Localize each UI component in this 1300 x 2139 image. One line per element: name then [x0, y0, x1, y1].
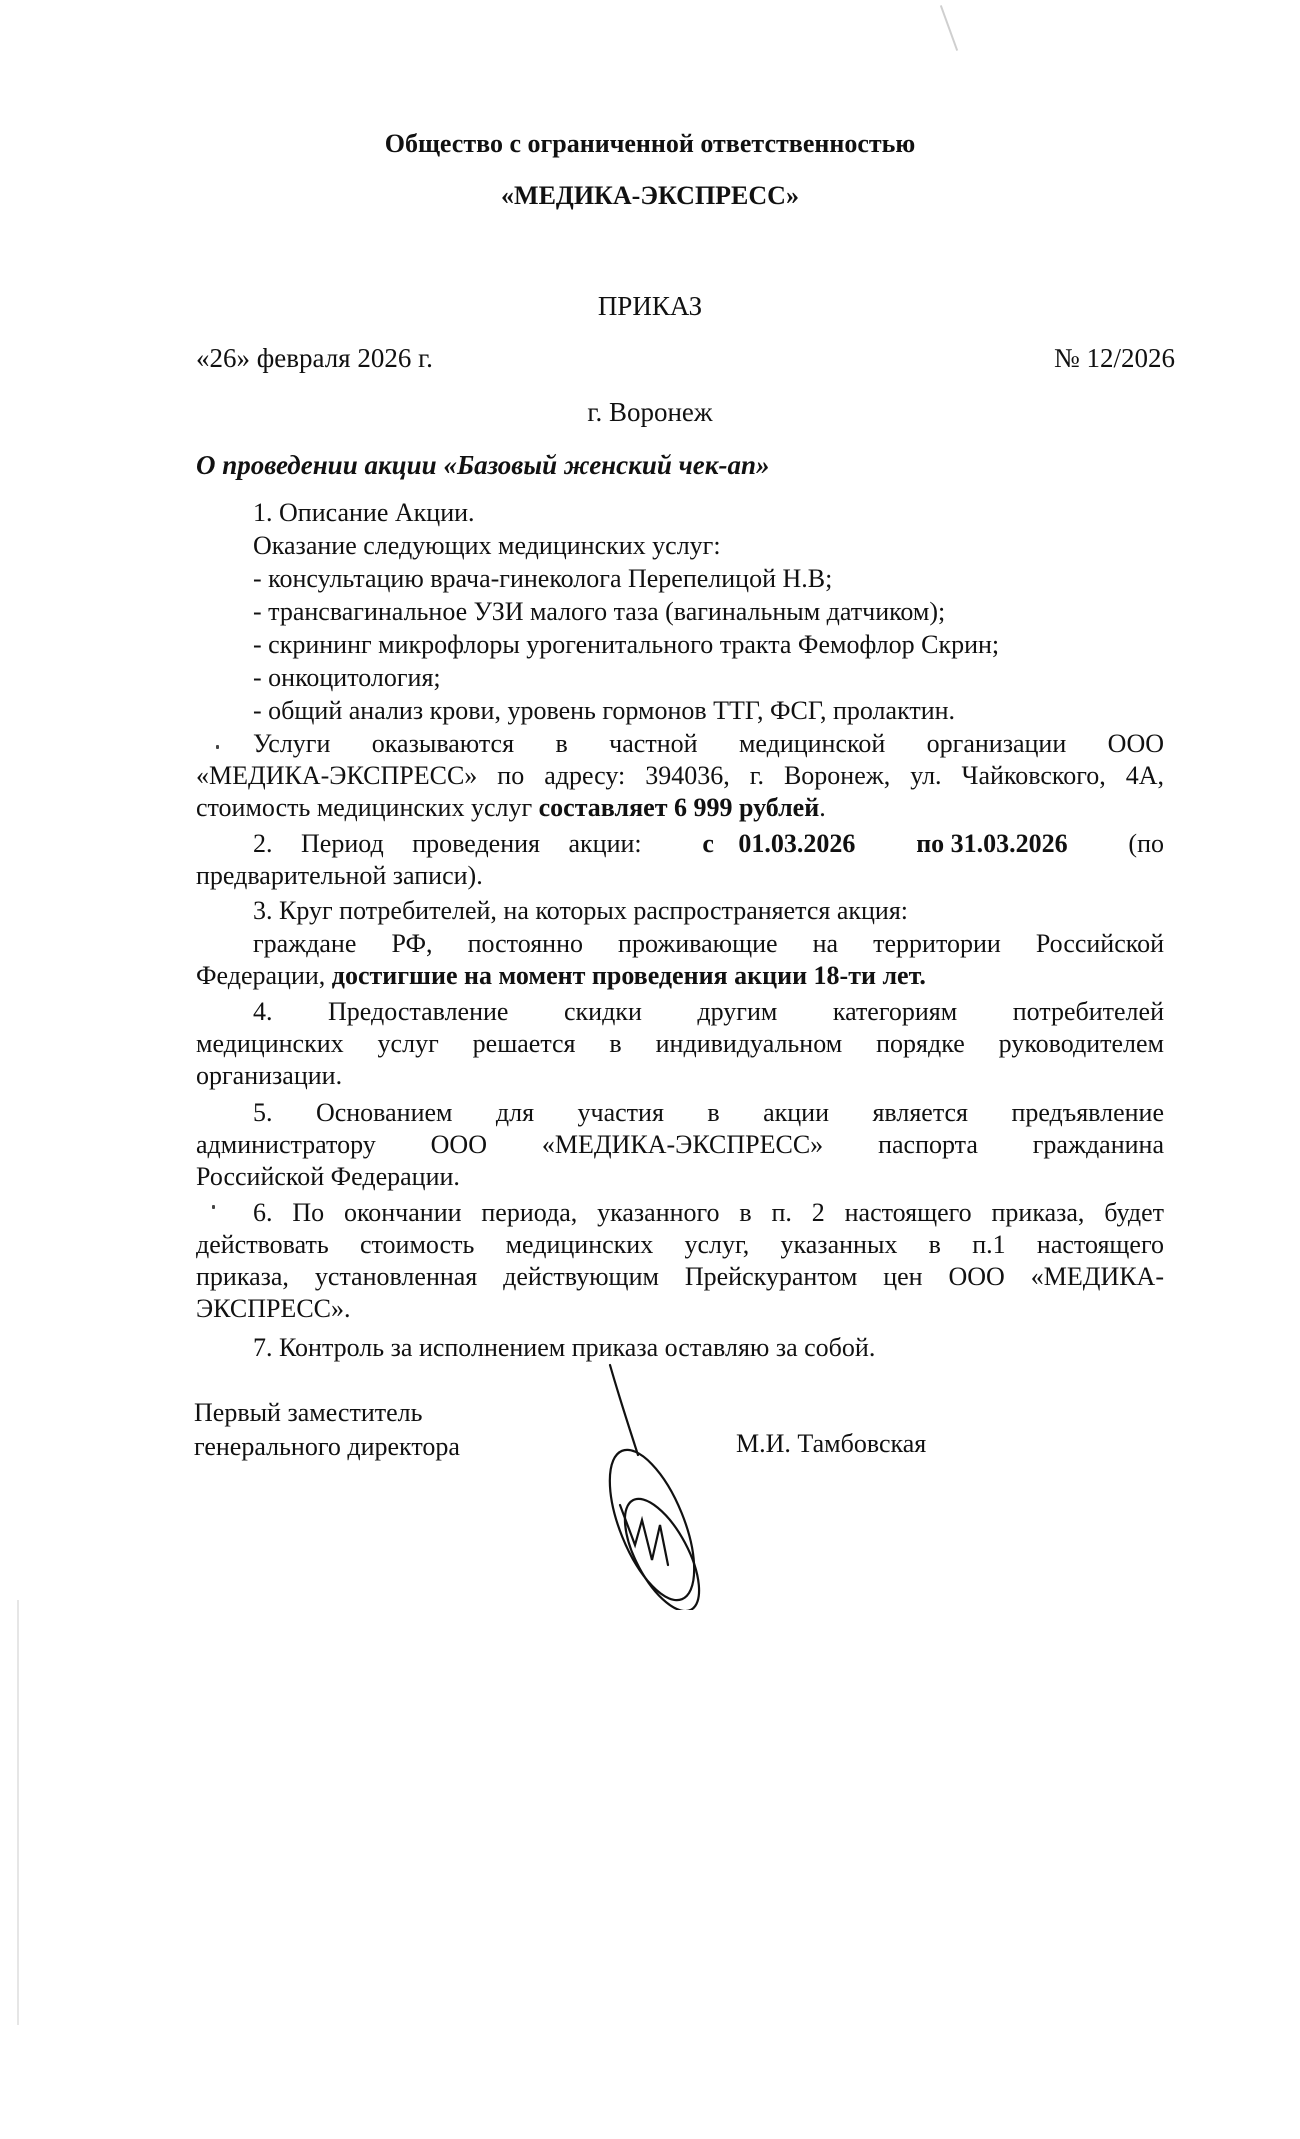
- service-item: - консультацию врача-гинеколога Перепелицой Н.В;: [253, 564, 833, 593]
- order-date: «26» февраля 2026 г.: [196, 343, 433, 373]
- services-location-line1: Услуги оказываются в частной медицинской организации ООО: [253, 729, 1164, 758]
- section-4-line3: организации.: [196, 1061, 343, 1090]
- section-6-line1: 6. По окончании периода, указанного в п. 2 настоящего приказа, будет: [253, 1198, 1164, 1227]
- section-3-line2: Федерации, достигшие на момент проведения акции 18-ти лет.: [196, 961, 926, 990]
- section-3-title: 3. Круг потребителей, на которых распространяется акция:: [253, 896, 909, 925]
- section-6-line2: действовать стоимость медицинских услуг, указанных в п.1 настоящего: [196, 1230, 1164, 1259]
- section-5-line2: администратору ООО «МЕДИКА-ЭКСПРЕСС» паспорта гражданина: [196, 1130, 1164, 1159]
- section-3-line1: граждане РФ, постоянно проживающие на территории Российской: [253, 929, 1164, 958]
- order-city: г. Воронеж: [587, 397, 713, 427]
- period-end: по 31.03.2026: [916, 829, 1068, 858]
- signatory-position: Первый заместитель генерального директора: [194, 1398, 460, 1461]
- service-item: - онкоцитология;: [253, 663, 441, 692]
- order-subject: О проведении акции «Базовый женский чек-ап»: [196, 450, 770, 480]
- section-4-line1: 4. Предоставление скидки другим категориям потребителей: [253, 997, 1164, 1026]
- organization-name-line1: Общество с ограниченной ответственностью: [384, 129, 916, 158]
- period-start: с 01.03.2026: [702, 829, 856, 858]
- section-6-line3: приказа, установленная действующим Прейскурантом цен ООО «МЕДИКА-: [196, 1262, 1164, 1291]
- services-location-line2: «МЕДИКА-ЭКСПРЕСС» по адресу: 394036, г. Воронеж, ул. Чайковского, 4А,: [196, 761, 1164, 790]
- service-item: - общий анализ крови, уровень гормонов ТТГ, ФСГ, пролактин.: [253, 696, 956, 725]
- section-2-line2: предварительной записи).: [196, 861, 483, 890]
- organization-name-line2: «МЕДИКА-ЭКСПРЕСС»: [501, 181, 799, 210]
- section-5-line3: Российской Федерации.: [196, 1162, 460, 1191]
- handwritten-signature-icon: [580, 1360, 740, 1610]
- signatory-name: М.И. Тамбовская: [736, 1429, 927, 1458]
- service-item: - трансвагинальное УЗИ малого таза (вагинальным датчиком);: [253, 597, 946, 626]
- section-6-line4: ЭКСПРЕСС».: [196, 1294, 351, 1323]
- price-value: составляет 6 999 рублей: [538, 793, 820, 822]
- section-4-line2: медицинских услуг решается в индивидуальном порядке руководителем: [196, 1029, 1164, 1058]
- section-5-line1: 5. Основанием для участия в акции является предъявление: [253, 1098, 1164, 1127]
- age-requirement: достигшие на момент проведения акции 18-ти лет.: [331, 961, 926, 990]
- scan-artifact: [940, 5, 958, 51]
- section-2-line1: 2. Период проведения акции: с 01.03.2026 по 31.03.2026 (по: [253, 829, 1164, 858]
- service-item: - скрининг микрофлоры урогенитального тракта Фемофлор Скрин;: [253, 630, 1000, 659]
- services-price-line: стоимость медицинских услуг составляет 6 999 рублей.: [196, 793, 826, 822]
- section-1-intro: Оказание следующих медицинских услуг:: [253, 531, 721, 560]
- order-number: № 12/2026: [1054, 343, 1176, 373]
- document-type: ПРИКАЗ: [597, 291, 703, 321]
- section-1-title: 1. Описание Акции.: [253, 498, 475, 527]
- section-7: 7. Контроль за исполнением приказа оставляю за собой.: [253, 1333, 876, 1362]
- scan-edge: [17, 1600, 19, 2025]
